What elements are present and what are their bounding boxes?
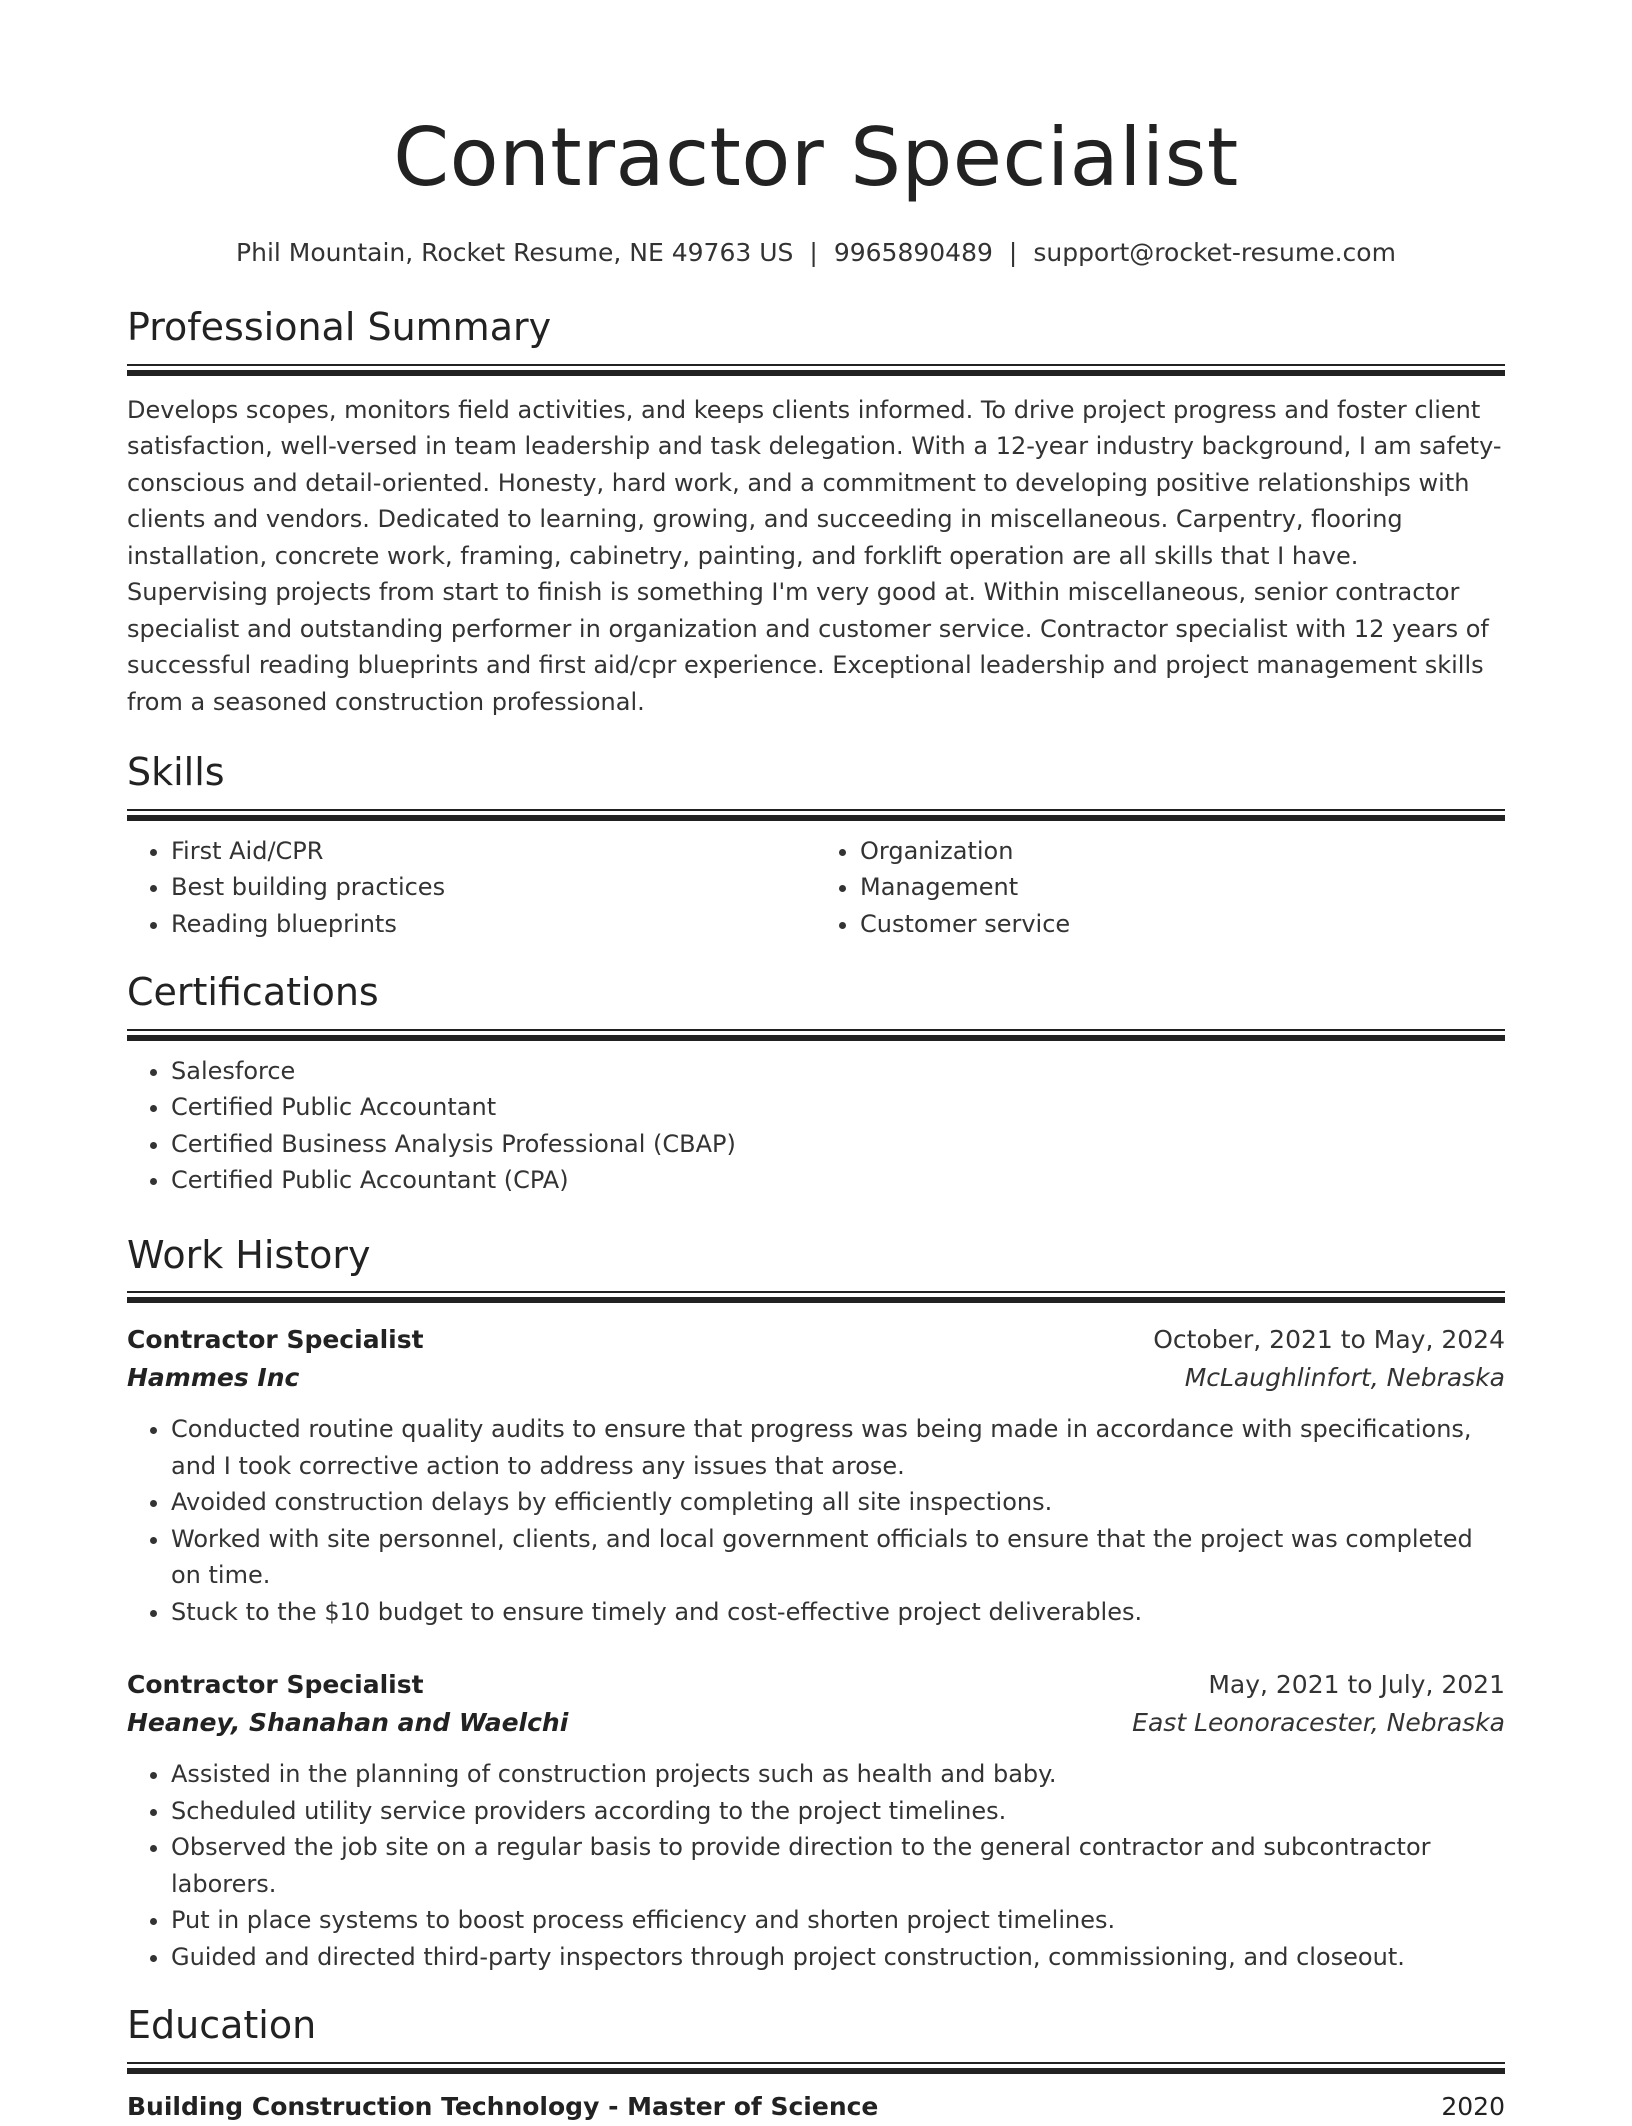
certification-item: • Certified Business Analysis Professional (CBAP): [171, 1126, 1505, 1163]
job-company-row: [127, 1704, 1505, 1742]
contact-separator: |: [809, 238, 818, 267]
job-location: McLaughlinfort, Nebraska: [1184, 1363, 1505, 1393]
certification-item: • Certified Public Accountant: [171, 1089, 1505, 1126]
certifications-section: [127, 970, 1505, 1199]
summary-text: Develops scopes, monitors field activities, and keeps clients informed. To drive project progress and foster client satisfaction, well-versed in team leadership and task delegation. With a 12-year industry background, I am safety-conscious and detail-oriented. Honesty, hard work, and a commitment to developing positive relationships with clients and vendors. Dedicated to learning, growing, and succeeding in miscellaneous. Carpentry, flooring installation, concrete work, framing, cabinetry, painting, and forklift operation are all skills that I have. Supervising projects from start to finish is something I'm very good at. Within miscellaneous, senior contractor specialist and outstanding performer in organization and customer service. Contractor specialist with 12 years of successful reading blueprints and first aid/cpr experience. Exceptional leadership and project management skills from a seasoned construction professional.: [127, 395, 1502, 716]
skills-section: [127, 750, 1505, 942]
skill-item: • Management: [860, 869, 1505, 906]
education-section: [127, 2003, 1505, 2126]
skill-item: • Organization: [860, 833, 1505, 870]
section-divider: [127, 809, 1505, 821]
job-title: Contractor Specialist: [127, 1325, 424, 1355]
summary-section: [127, 305, 1505, 720]
contact-line: [127, 238, 1505, 267]
job-bullet: • Stuck to the $10 budget to ensure timely and cost-effective project deliverables.: [171, 1594, 1505, 1631]
job-bullets: [127, 1756, 1505, 1975]
contact-separator: |: [1008, 238, 1018, 267]
skills-grid: [127, 833, 1505, 943]
candidate-name: Contractor Specialist: [393, 111, 1239, 204]
section-title-work-history: Work History: [127, 1232, 371, 1277]
job-bullet: • Scheduled utility service providers according to the project timelines.: [171, 1793, 1505, 1830]
job-header-row: [127, 1666, 1505, 1704]
section-title-skills: Skills: [127, 750, 225, 795]
job-bullet: • Avoided construction delays by efficiently completing all site inspections.: [171, 1484, 1505, 1521]
job-bullet: • Worked with site personnel, clients, and local government officials to ensure that the project was completed on time.: [171, 1521, 1505, 1594]
job-company-row: [127, 1359, 1505, 1397]
skill-item: • Best building practices: [171, 869, 816, 906]
job-dates: October, 2021 to May, 2024: [1153, 1325, 1505, 1355]
contact-address: Phil Mountain, Rocket Resume, NE 49763 US: [236, 238, 794, 267]
education-year: 2020: [1441, 2091, 1505, 2121]
job-company: Heaney, Shanahan and Waelchi: [127, 1708, 569, 1738]
work-history-section: [127, 1233, 1505, 1976]
job-bullet: • Observed the job site on a regular basis to provide direction to the general contractor and subcontractor laborers.: [171, 1829, 1505, 1902]
job-location: East Leonoracester, Nebraska: [1132, 1708, 1505, 1738]
job-bullet: • Put in place systems to boost process efficiency and shorten project timelines.: [171, 1902, 1505, 1939]
section-divider: [127, 364, 1505, 376]
skills-list-left: [127, 833, 816, 943]
job-header-row: [127, 1321, 1505, 1359]
job-bullet: • Assisted in the planning of construction projects such as health and baby.: [171, 1756, 1505, 1793]
job-bullets: [127, 1411, 1505, 1630]
certification-item: • Salesforce: [171, 1053, 1505, 1090]
section-divider: [127, 1291, 1505, 1303]
education-row: [127, 2088, 1505, 2126]
skill-item: • Customer service: [860, 906, 1505, 943]
section-title-certifications: Certifications: [127, 970, 379, 1015]
education-degree: Building Construction Technology - Master of Science: [127, 2091, 879, 2121]
section-divider: [127, 2062, 1505, 2074]
job-bullet: • Guided and directed third-party inspectors through project construction, commissioning, and closeout.: [171, 1939, 1505, 1976]
job-title: Contractor Specialist: [127, 1670, 424, 1700]
job-company: Hammes Inc: [127, 1363, 300, 1393]
section-divider: [127, 1029, 1505, 1041]
section-title-summary: Professional Summary: [127, 305, 552, 349]
skill-item: • First Aid/CPR: [171, 833, 816, 870]
job-dates: May, 2021 to July, 2021: [1208, 1670, 1505, 1700]
job-entry: [127, 1666, 1505, 1975]
skills-list-right: [816, 833, 1505, 943]
job-entry: [127, 1321, 1505, 1630]
certification-item: • Certified Public Accountant (CPA): [171, 1162, 1505, 1199]
contact-email: support@rocket-resume.com: [1033, 238, 1396, 267]
contact-phone: 9965890489: [833, 238, 993, 267]
section-title-education: Education: [127, 2003, 317, 2048]
skill-item: • Reading blueprints: [171, 906, 816, 943]
job-bullet: • Conducted routine quality audits to ensure that progress was being made in accordance with specifications, and I took corrective action to address any issues that arose.: [171, 1411, 1505, 1484]
certifications-list: [127, 1053, 1505, 1199]
